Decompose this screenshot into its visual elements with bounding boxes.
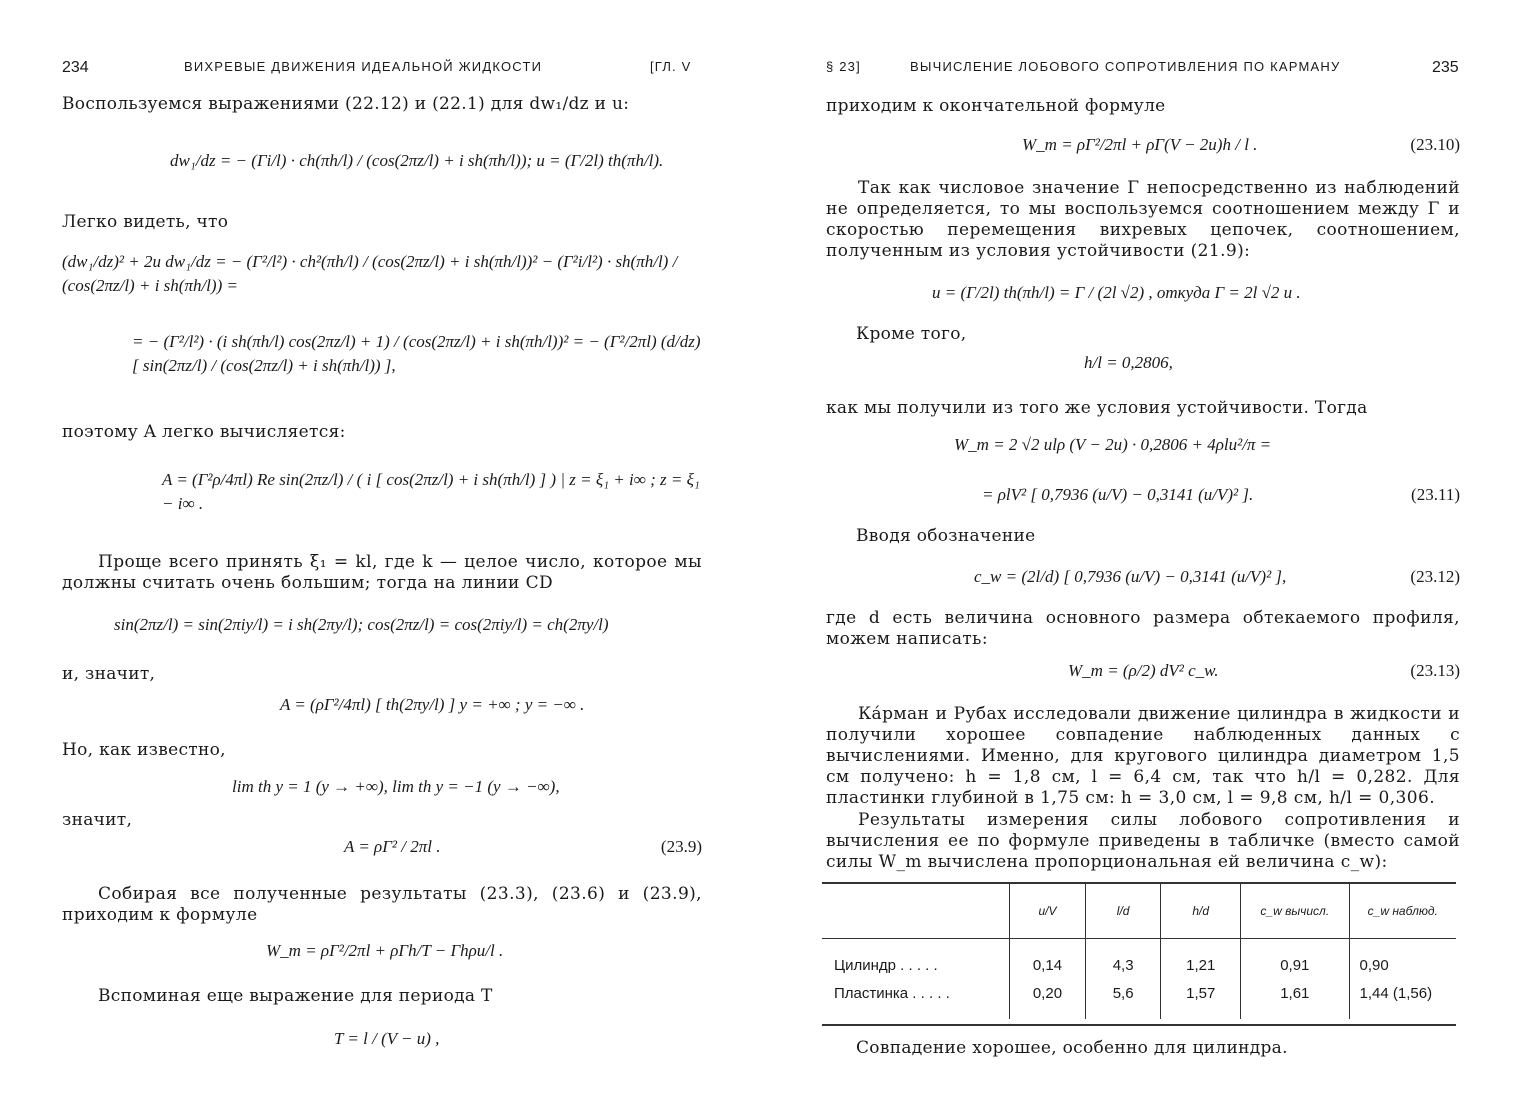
formula: W_m = ρΓ²/2πl + ρΓh/T − Γhρu/l . [266,941,504,960]
running-header-left: ВИХРЕВЫЕ ДВИЖЕНИЯ ИДЕАЛЬНОЙ ЖИДКОСТИ [184,59,543,74]
formula: lim th y = 1 (y → +∞), lim th y = −1 (y → −∞), [232,777,560,796]
table-header-cell [822,884,1009,939]
formula: W_m = ρΓ²/2πl + ρΓ(V − 2u)h / l . [1022,135,1258,154]
formula: u = (Γ/2l) th(πh/l) = Γ / (2l √2) , откуда Γ = 2l √2 u . [932,283,1301,302]
formula: A = (ρΓ²/4πl) [ th(2πy/l) ] y = +∞ ; y = −∞ . [280,695,585,714]
table-header-cell: c_w наблюд. [1349,884,1456,939]
equation-number: (23.10) [1410,135,1460,154]
table-cell: 1,44 (1,56) [1349,979,1456,1007]
formula: sin(2πz/l) = sin(2πiy/l) = i sh(2πy/l); cos(2πz/l) = cos(2πiy/l) = ch(2πy/l) [114,615,609,634]
table-row [822,979,1456,1007]
text-line: приходим к окончательной формуле [826,96,1166,116]
formula: T = l / (V − u) , [334,1029,440,1048]
table-cell: 1,21 [1161,951,1241,979]
formula: A = (Γ²ρ/4πl) Re sin(2πz/l) / ( i [ cos(2πz/l) + i sh(πh/l) ] ) | z = ξ₁ + i∞ ; z = ξ₁ − i∞ . [162,470,700,513]
table-cell: 0,14 [1009,951,1085,979]
results-table [822,884,1456,1019]
text-line: и, значит, [62,664,156,684]
table-header-row [822,884,1456,939]
equation-number: (23.13) [1410,661,1460,680]
paragraph: Собирая все полученные результаты (23.3), (23.6) и (23.9), приходим к формуле [62,884,702,925]
formula: W_m = 2 √2 ulρ (V − 2u) · 0,2806 + 4ρlu²/π = [954,435,1272,454]
formula: c_w = (2l/d) [ 0,7936 (u/V) − 0,3141 (u/V)² ], [974,567,1287,586]
equation-number: (23.11) [1411,485,1460,504]
page-number-right: 235 [1432,59,1459,76]
left-page [62,0,702,1094]
text-line: Вводя обозначение [856,526,1036,546]
results-table-frame [822,882,1456,1026]
formula: = ρlV² [ 0,7936 (u/V) − 0,3141 (u/V)² ]. [982,485,1254,504]
text-line: Вспоминая еще выражение для периода T [98,986,493,1006]
formula: A = ρΓ² / 2πl . [344,837,441,856]
table-cell: 0,91 [1241,951,1349,979]
text-line: Воспользуемся выражениями (22.12) и (22.1) для dw₁/dz и u: [62,94,630,114]
text-line: как мы получили из того же условия устойчивости. Тогда [826,398,1368,418]
table-cell: 1,57 [1161,979,1241,1007]
table-header-cell: h/d [1161,884,1241,939]
text-line: Легко видеть, что [62,212,229,232]
table-header-cell: u/V [1009,884,1085,939]
table-cell: 0,20 [1009,979,1085,1007]
table-header-cell: l/d [1085,884,1160,939]
equation-number: (23.12) [1410,567,1460,586]
right-page [822,0,1460,1094]
chapter-label: [ГЛ. V [650,59,692,74]
table-header-cell: c_w вычисл. [1241,884,1349,939]
paragraph: Так как числовое значение Γ непосредственно из наблюдений не определяется, то мы воспользуемся соотношением между Γ и скоростью перемещения вихревых цепочек, соотношением, полученным из условия устойчивости (21.9): [826,178,1460,261]
equation-number: (23.9) [660,837,702,856]
section-label: § 23] [826,59,861,74]
formula: h/l = 0,2806, [1084,353,1173,372]
page-number-left: 234 [62,59,89,76]
formula: = − (Γ²/l²) · (i sh(πh/l) cos(2πz/l) + 1) / (cos(2πz/l) + i sh(πh/l))² = − (Γ²/2πl) (d/dz) [ sin(2πz/l) / (cos(2πz/l) + i sh(πh/l)) ], [132,332,701,375]
paragraph: Проще всего принять ξ₁ = kl, где k — целое число, которое мы должны считать очень большим; тогда на линии CD [62,552,702,593]
paragraph: где d есть величина основного размера обтекаемого профиля, можем написать: [826,608,1460,649]
text-line: Кроме того, [856,324,967,344]
table-cell: 0,90 [1349,951,1456,979]
table-cell: 1,61 [1241,979,1349,1007]
running-header-right: ВЫЧИСЛЕНИЕ ЛОБОВОГО СОПРОТИВЛЕНИЯ ПО КАРМАНУ [910,59,1341,74]
formula: W_m = (ρ/2) dV² c_w. [1068,661,1219,680]
table-cell: Цилиндр . . . . . [834,956,938,974]
formula: dw₁/dz = − (Γi/l) · ch(πh/l) / (cos(2πz/l) + i sh(πh/l)); u = (Γ/2l) th(πh/l). [170,151,664,170]
formula: (dw₁/dz)² + 2u dw₁/dz = − (Γ²/l²) · ch²(πh/l) / (cos(2πz/l) + i sh(πh/l))² − (Γ²i/l²) · sh(πh/l) / (cos(2πz/l) + i sh(πh/l)) = [62,252,678,295]
text-line: поэтому A легко вычисляется: [62,422,346,442]
table-cell: 4,3 [1085,951,1160,979]
text-line: значит, [62,810,133,830]
table-cell: 5,6 [1085,979,1160,1007]
paragraph: Результаты измерения силы лобового сопротивления и вычисления ее по формуле приведены в табличке (вместо самой силы W_m вычислена пропорциональная ей величина c_w): [826,810,1460,872]
text-line: Но, как известно, [62,740,226,760]
closing-line: Совпадение хорошее, особенно для цилиндра. [856,1038,1288,1058]
table-cell: Пластинка . . . . . [834,984,950,1002]
table-row [822,951,1456,979]
paragraph: Ка́рман и Рубах исследовали движение цилиндра в жидкости и получили хорошее совпадение наблюденных данных с вычислениями. Именно, для кругового цилиндра диаметром 1,5 см получено: h = 1,8 см, l = 6,4 см, так что h/l = 0,282. Для пластинки глубиной в 1,75 см: h = 3,0 см, l = 9,8 см, h/l = 0,306. [826,704,1460,808]
